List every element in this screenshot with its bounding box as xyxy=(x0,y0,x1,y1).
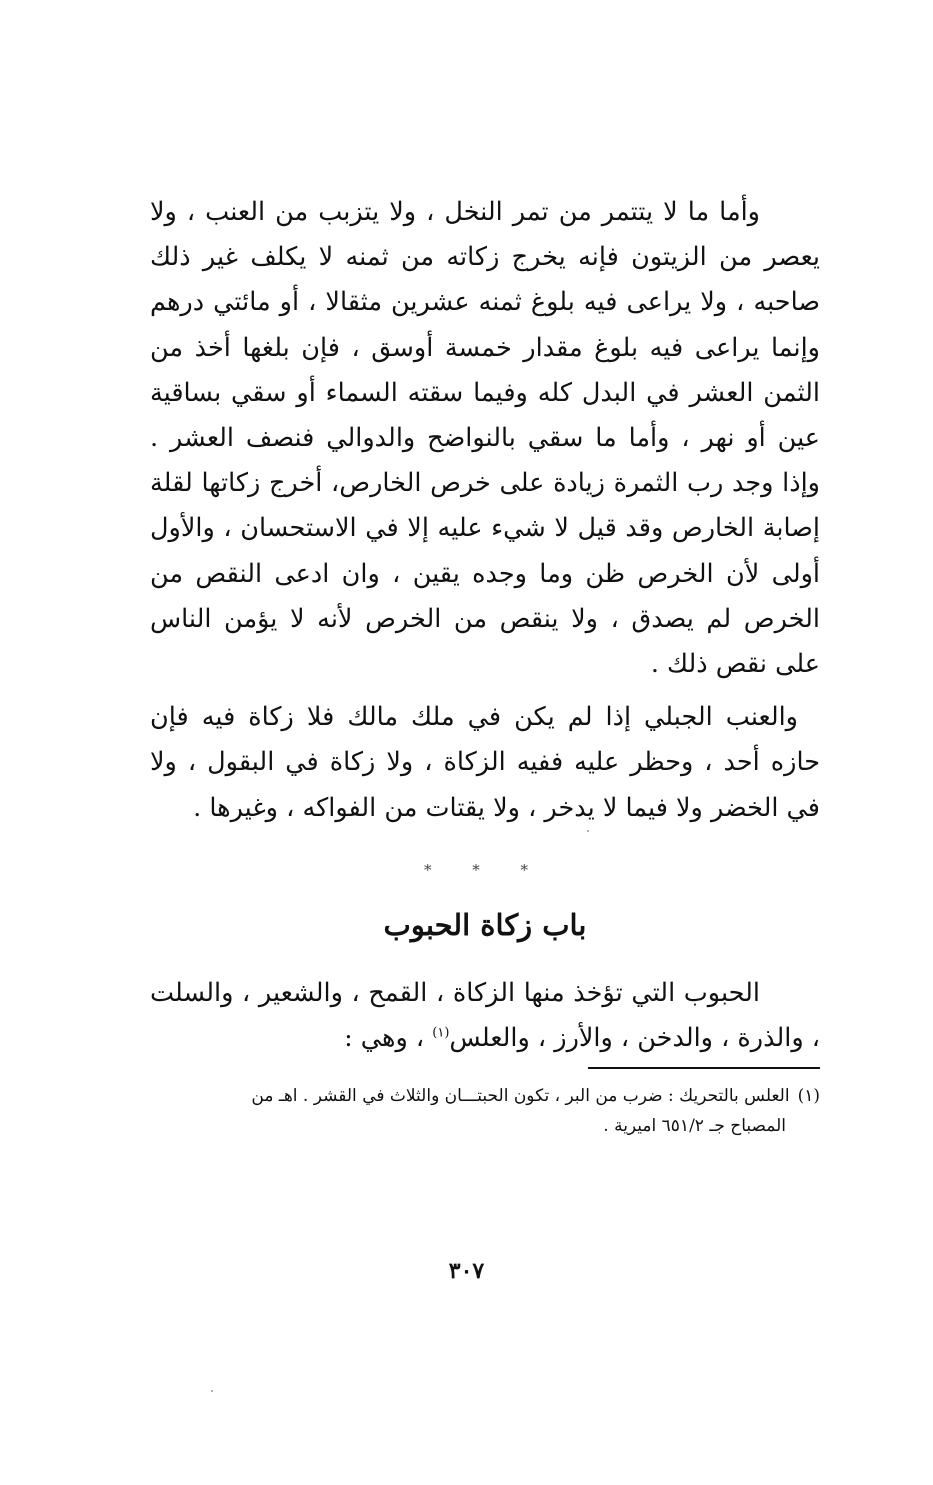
footnote-text: العلس بالتحريك : ضرب من البر ، تكون الحبتـــان والثلاث في القشر . اهـ من xyxy=(251,1086,790,1107)
paragraph-3 xyxy=(150,971,820,1061)
paragraph-2: والعنب الجبلي إذا لم يكن في ملك مالك فلا زكاة فيه فإن حازه أحد ، وحظر عليه ففيه الزكاة ، ولا زكاة في البقول ، ولا في الخضر ولا فيما لا يدخر ، ولا يقتات من الفواكه ، وغيرها . xyxy=(150,702,820,823)
footnote-divider xyxy=(588,1067,820,1069)
scan-speck xyxy=(211,1390,213,1392)
section-separator: * * * xyxy=(423,860,547,879)
footnote-continuation: المصباح جـ ٦٥١/٢ اميرية . xyxy=(603,1116,786,1137)
page-number: ٣٠٧ xyxy=(448,1258,485,1284)
section-heading: باب زكاة الحبوب xyxy=(383,907,587,942)
page-content xyxy=(150,190,820,1141)
paragraph-1: وأما ما لا يتتمر من تمر النخل ، ولا يتزبب من العنب ، ولا يعصر من الزيتون فإنه يخرج زكاته من ثمنه لا يكلف غير ذلك صاحبه ، ولا يراعى فيه بلوغ ثمنه عشرين مثقالا ، أو مائتي درهم وإنما يراعى فيه بلوغ مقدار خمسة أوسق ، فإن بلغها أخذ من الثمن العشر في البدل كله وفيما سقته السماء أو سقي بساقية عين أو نهر ، وأما ما سقي بالنواضح والدوالي فنصف العشر . وإذا وجد رب الثمرة زيادة على خرص الخارص، أخرج زكاتها لقلة إصابة الخارص وقد قيل لا شيء عليه إلا في الاستحسان ، والأول أولى لأن الخرص ظن وما وجده يقين ، وان ادعى النقص من الخرص لم يصدق ، ولا ينقص من الخرص لأنه لا يؤمن الناس على نقص ذلك . xyxy=(150,197,820,680)
paragraph-3-tail: ، وهي : xyxy=(344,1023,425,1054)
paragraph-3-text: الحبوب التي تؤخذ منها الزكاة ، القمح ، والشعير ، والسلت ، والذرة ، والدخن ، والأرز ، والعلس xyxy=(150,977,820,1054)
footnote-reference: (١) xyxy=(432,1025,450,1041)
footnote-number: (١) xyxy=(797,1086,820,1107)
scan-speck xyxy=(587,830,589,832)
footnote xyxy=(150,1081,820,1141)
